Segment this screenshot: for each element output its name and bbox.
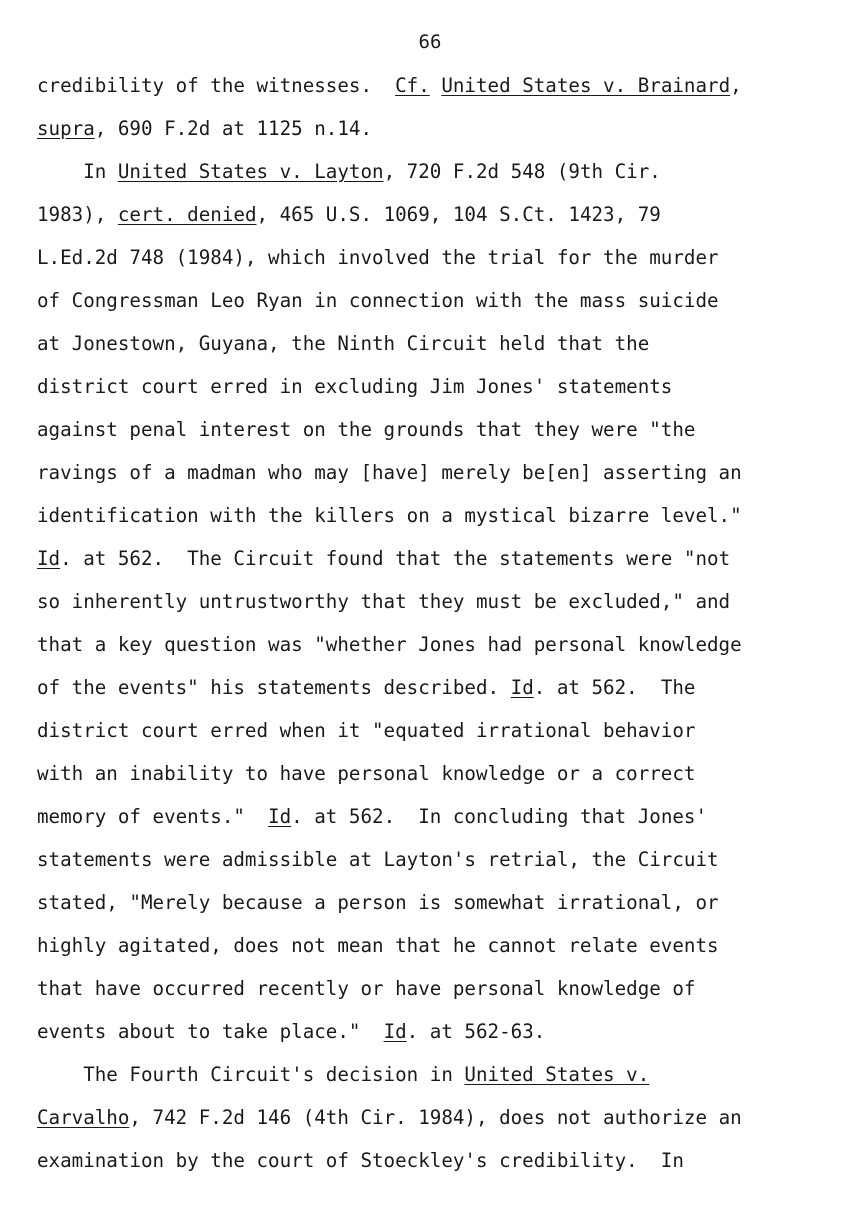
text-line: that have occurred recently or have personal knowledge of	[37, 977, 696, 1000]
underlined-citation: Id	[383, 1020, 407, 1043]
text-line: ravings of a madman who may [have] merely be[en] asserting an	[37, 461, 742, 484]
text-line: Carvalho, 742 F.2d 146 (4th Cir. 1984), does not authorize an	[37, 1106, 742, 1129]
text-line: district court erred in excluding Jim Jones' statements	[37, 375, 673, 398]
text-line: highly agitated, does not mean that he cannot relate events	[37, 934, 719, 957]
text-line: statements were admissible at Layton's retrial, the Circuit	[37, 848, 719, 871]
underlined-citation: supra	[37, 117, 95, 140]
underlined-citation: United States v.	[464, 1063, 650, 1086]
underlined-citation: Carvalho	[37, 1106, 130, 1129]
text-line: identification with the killers on a mystical bizarre level."	[37, 504, 742, 527]
underlined-citation: Id	[510, 676, 534, 699]
page-number: 66	[418, 31, 442, 53]
text-line: In United States v. Layton, 720 F.2d 548 (9th Cir.	[37, 160, 661, 183]
text-line: 1983), cert. denied, 465 U.S. 1069, 104 S.Ct. 1423, 79	[37, 203, 661, 226]
text-line: of the events" his statements described. Id. at 562. The	[37, 676, 696, 699]
text-line: that a key question was "whether Jones had personal knowledge	[37, 633, 742, 656]
underlined-citation: Id	[37, 547, 61, 570]
underlined-citation: Id	[268, 805, 292, 828]
text-line: L.Ed.2d 748 (1984), which involved the trial for the murder	[37, 246, 719, 269]
text-line: so inherently untrustworthy that they must be excluded," and	[37, 590, 731, 613]
text-line: memory of events." Id. at 562. In concluding that Jones'	[37, 805, 708, 828]
text-line: events about to take place." Id. at 562-63.	[37, 1020, 546, 1043]
text-line: stated, "Merely because a person is somewhat irrational, or	[37, 891, 719, 914]
underlined-citation: cert. denied	[117, 203, 257, 226]
underlined-citation: United States v. Brainard	[441, 74, 731, 97]
body-text	[37, 70, 847, 1188]
text-line: against penal interest on the grounds that they were "the	[37, 418, 696, 441]
text-line: The Fourth Circuit's decision in United States v.	[37, 1063, 650, 1086]
text-line: supra, 690 F.2d at 1125 n.14.	[37, 117, 373, 140]
text-line: at Jonestown, Guyana, the Ninth Circuit held that the	[37, 332, 650, 355]
text-line: Id. at 562. The Circuit found that the statements were "not	[37, 547, 731, 570]
text-line: credibility of the witnesses. Cf. United States v. Brainard,	[37, 74, 742, 97]
text-line: of Congressman Leo Ryan in connection with the mass suicide	[37, 289, 719, 312]
text-line: with an inability to have personal knowledge or a correct	[37, 762, 696, 785]
underlined-citation: Cf.	[395, 74, 430, 97]
text-line: district court erred when it "equated irrational behavior	[37, 719, 696, 742]
text-line: examination by the court of Stoeckley's credibility. In	[37, 1149, 684, 1172]
underlined-citation: United States v. Layton	[117, 160, 384, 183]
